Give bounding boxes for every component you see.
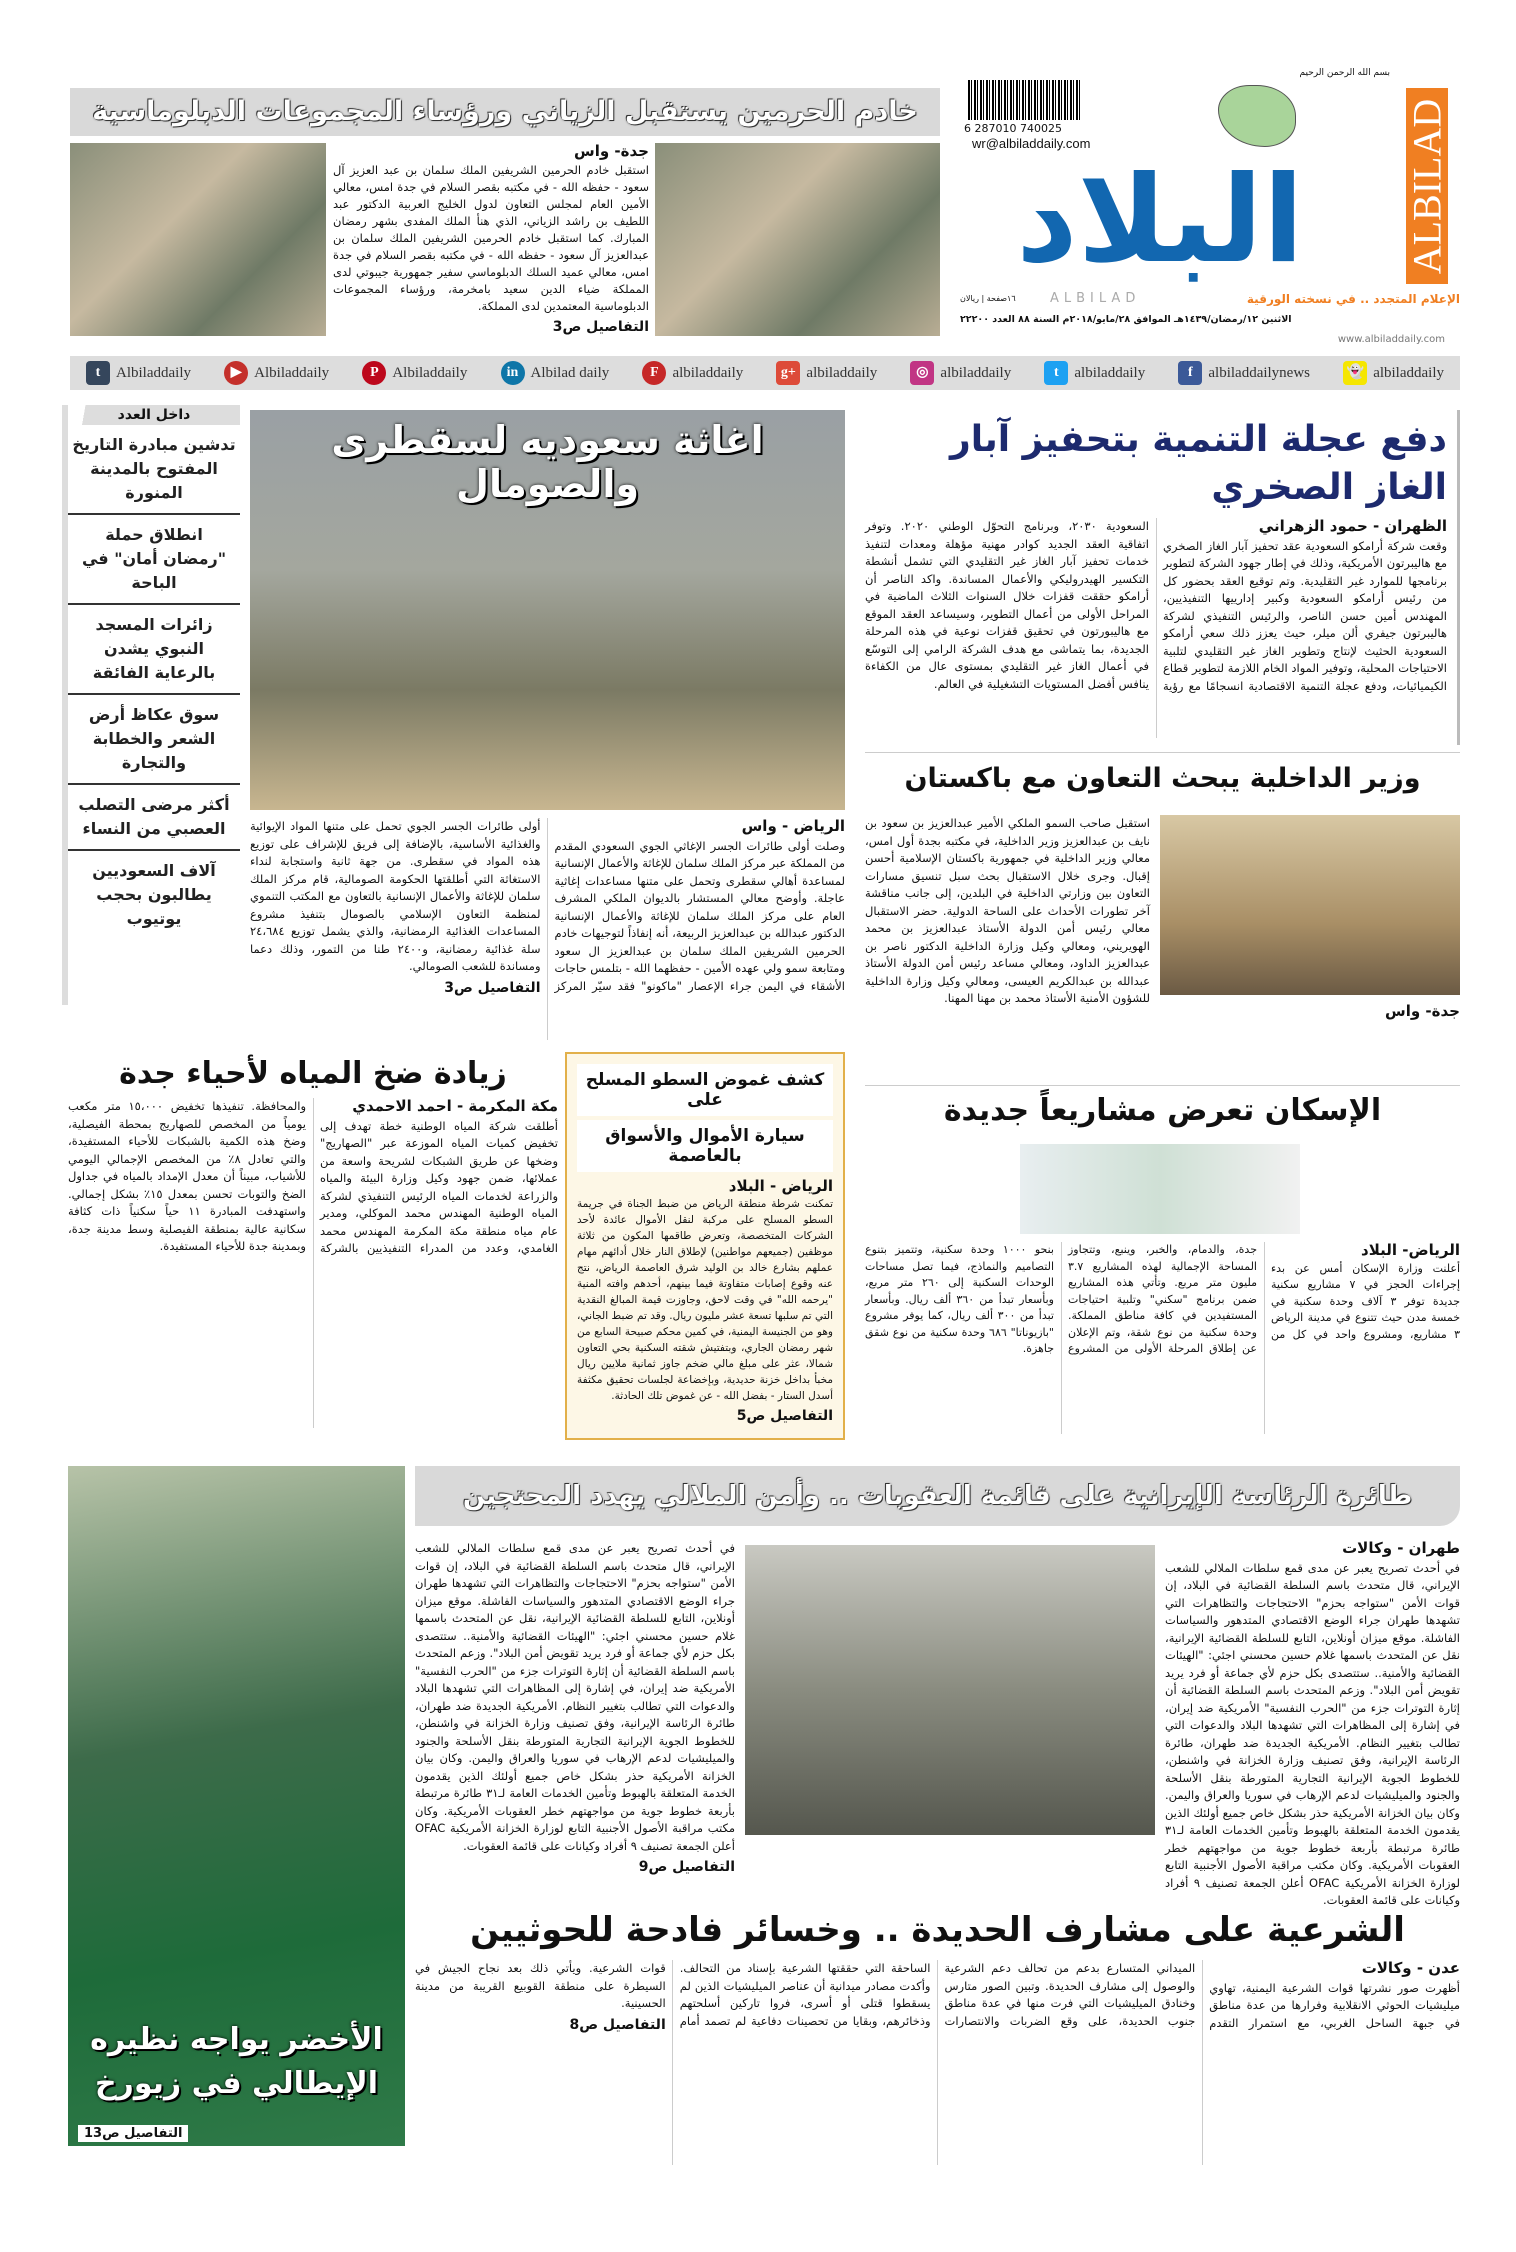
inside-item[interactable]: زائرات المسجد النبوي يشدن بالرعاية الفائقة [68,605,240,695]
inside-item[interactable]: تدشين مبادرة التاريخ المفتوح بالمدينة المنورة [68,425,240,515]
logo-english-vertical: ALBILAD [1406,88,1448,284]
yemen-headline: الشرعية على مشارف الحديدة .. وخسائر فادحة للحوثيين [470,1910,1405,1950]
pakistan-body: استقبل صاحب السمو الملكي الأمير عبدالعزيز بن سعود بن نايف بن عبدالعزيز وزير الداخلية، في مكتبه بجدة أول امس، معالي وزير الداخلية في جمهورية باكستان الإسلامية أحسن إقبال. وجرى خلال الاستقبال بحث سبل تنسيق مسارات التعاون بين وزارتي الداخلية في البلدين، إلى جانب مناقشة آخر تطورات الأحداث على الساحة الدولية. حضر الاستقبال معالي رئيس أمن الدولة الأستاذ عبدالعزيز بن محمد الهويريني، ومعالي وكيل وزارة الداخلية الدكتور ناصر بن عبدالعزيز الداود، ومعالي مساعد رئيس أمن الدولة الأستاذ عبدالله بن عبدالكريم العيسى، ومعالي وكيل وزارة الداخلية للشؤون الأمنية الأستاذ محمد بن مهنا المهنا. [865,816,1150,1005]
date-line: الاثنين ١٢/رمضان/١٤٣٩هـ الموافق ٢٨/مايو/٢٠١٨م السنة ٨٨ العدد ٢٢٢٠٠ [960,314,1292,325]
inside-issue-title: داخل العدد [68,405,240,425]
water-headline: زيادة ضخ المياه لأحياء جدة [119,1056,507,1091]
google-plus-icon: g+ [776,361,800,385]
tumblr-icon: t [86,361,110,385]
pakistan-story [865,752,1460,1082]
details-link[interactable]: التفاصيل ص9 [638,1859,735,1875]
social-bar [70,356,1460,390]
instagram-icon: ◎ [910,361,934,385]
sports-photo [68,1466,405,2146]
details-link[interactable]: التفاصيل ص5 [736,1408,833,1424]
relief-body: الرياض - واس وصلت أولى طائرات الجسر الإغاثي الجوي السعودي المقدم من المملكة عبر مركز الملك سلمان للإغاثة والأعمال الإنسانية لمساعدة أهالي سقطرى وتحمل على متنها مساعدات إغاثية عاجلة. وأوضح معالي المستشار بالديوان الملكي المشرف العام على مركز الملك سلمان للإغاثة والأعمال الإنسانية الدكتور عبدالله بن عبدالعزيز الربيعة، أنه إنفاذاً لتوجيهات خادم الحرمين الشريفين الملك سلمان بن عبدالعزيز ال سعود ومتابعة سمو ولي عهده الأمين - حفظهما الله - بتلمس حاجات الأشقاء في اليمن جراء الإعصار "ماكونو" فقد سيّر المركز أولى طائرات الجسر الجوي تحمل على متنها المواد الإيوائية والغذائية الأساسية، بالإضافة إلى فريق للإشراف على توزيع هذه المواد في سقطرى. من جهة ثانية واستجابة لنداء الاستغاثة التي أطلقتها الحكومة الصومالية، قام مركز الملك سلمان للإغاثة والأعمال الإنسانية بالتعاون مع المكتب التنموي لمنظمة التعاون الإسلامي بالصومال بتنفيذ مشروع المساعدات الغذائية الرمضانية، والذي يشمل توزيع ٢٤،٦٨٤ سلة غذائية رمضانية، و٢٤٠٠ طنا من التمور، وذلك دعما ومساندة للشعب الصومالي. التفاصيل ص3 [250,817,845,996]
king-reception-photo-1 [655,143,940,336]
facebook-icon: f [1178,361,1202,385]
flipboard-icon: F [642,361,666,385]
tagline: الإعلام المتجدد .. في نسخته الورقية [1246,292,1460,306]
iran-headline-bar: طائرة الرئاسة الإيرانية على قائمة العقوبات .. وأمن الملالي يهدد المحتجين [415,1466,1460,1526]
email[interactable]: wr@albiladdaily.com [972,136,1091,151]
water-body: مكة المكرمة - احمد الاحمدي أطلقت شركة المياه الوطنية خطة تهدف إلى تخفيض كميات المياه الموزعة عبر "الصهاريج" وضخها عن طريق الشبكات لشريحة واسعة من عملائها، ضمن جهود وكيل وزارة البيئة والمياه والزراعة لخدمات المياه الرئيس التنفيذي لشركة المياه الوطنية المهندس محمد الموكلي، ومدير عام مياه منطقة مكة المكرمة المهندس محمد الغامدي، وعدد من المدراء التنفيذيين بالشركة والمحافظة. تنفيذها تخفيض ١٥،٠٠٠ متر مكعب يومياً من المخصص للصهاريج بمحطة الفيصلية، وضخ هذه الكمية بالشبكات للأحياء المستفيدة، والتي تعادل ٨٪ من المخصص الإجمالي اليومي للأشياب، مبيناً أن معدل الإمداد بالمياه في جداول الضخ والتوبات تحسن بمعدل ١٥٪ بشكل إجمالي. واستهدفت المبادرة ١١ حياً سكنياً ذات كثافة سكانية عالية بمنطقة الفيصلية وسط مدينة جدة، وبمدينة جدة للأحياء المستفيدة. [68,1097,558,1255]
details-link[interactable]: التفاصيل ص8 [569,2016,666,2033]
social-twitter[interactable]: t albiladdaily [1044,361,1145,385]
king-reception-photo-2 [70,143,326,336]
robbery-headline-1: كشف غموض السطو المسلح على [577,1064,833,1116]
top-headline-bar: خادم الحرمين يستقبل الزياني ورؤساء المجموعات الدبلوماسية [70,88,940,136]
barcode [968,80,1080,120]
social-flipboard[interactable]: F albiladdaily [642,361,743,385]
pakistan-headline: وزير الداخلية يبحث التعاون مع باكستان [904,763,1421,794]
twitter-icon: t [1044,361,1068,385]
social-google-plus[interactable]: g+ albiladdaily [776,361,877,385]
social-linkedin[interactable]: in Albilad daily [501,361,610,385]
sports-headline: الأخضر يواجه نظيره الإيطالي في زيورخ [90,2022,383,2101]
pinterest-icon: P [362,361,386,385]
minister-meeting-photo [1160,815,1460,995]
robbery-headline-2: سيارة الأموال والأسواق بالعاصمة [577,1120,833,1172]
housing-body: الرياض- البلاد أعلنت وزارة الإسكان أمس عن بدء إجراءات الحجز في ٧ مشاريع سكنية جديدة توفر ٣ آلاف وحدة سكنية في خمسة مدن حيث تتنوع في مدينة الرياض ٣ مشاريع، ومشروع واحد في كل من جدة، والدمام، والخبر، وينبع، وتتجاوز المساحة الإجمالية لهذه المشاريع ٣.٧ مليون متر مربع. وتأتي هذه المشاريع ضمن برنامج "سكني" وتلبية احتياجات المستفيدين في كافة مناطق المملكة. وحدة سكنية من نوع شقة، وتم الإعلان عن إطلاق المرحلة الأولى من المشروع بنحو ١٠٠٠ وحدة سكنية، وتتميز بتنوع التصاميم والنماذج، فيما تصل مساحات الوحدات السكنية إلى ٢٦٠ متر مربع، وبأسعار تبدأ من ٣٦٠ ألف ريال. وبأسعار تبدأ من ٣٠٠ ألف ريال، كما يوفر مشروع "بازيوناتا" ٦٨٦ وحدة سكنية من نوع شقق جاهزة. [865,1241,1460,1355]
pakistan-dateline-block: جدة- واس [1385,1002,1460,1020]
linkedin-icon: in [501,361,525,385]
logo-arabic: البلاد [1016,151,1304,290]
website[interactable]: www.albiladdaily.com [1337,334,1445,345]
tehran-protester-photo [745,1545,1155,1835]
yemen-story [415,1900,1460,2170]
aramco-body: الظهران - حمود الزهراني وقعت شركة أرامكو السعودية عقد تحفيز آبار الغاز الصخري مع هاليبرتون الأمريكية، وذلك في إطار جهود الشركة لتطوير برنامجها للموارد غير التقليدية. وتم توقيع العقد بحضور كل من رئيس أرامكو السعودية وكبير إدارييها التنفيذيين، المهندس أمين حسن الناصر، والرئيس التنفيذي لشركة هاليبرتون جيفري ألن ميلر، حيث يعزز ذلك سعي أرامكو السعودية الحثيث لإنتاج وتطوير الغاز غير التقليدي لتلبية الاحتياجات المحلية، وتوفير المواد الخام اللازمة لتطوير قطاع الكيميائيات، ودفع عجلة التنمية الاقتصادية انسجامًا مع رؤية السعودية ٢٠٣٠، وبرنامج التحوّل الوطني ٢٠٢٠. وتوفر اتفاقية العقد الجديد كوادر مهنية مؤهلة ومعدات لتنفيذ خدمات تحفيز آبار الغاز غير التقليدي التي تشمل أنشطة التكسير الهيدروليكي والأعمال المساندة. واكد الناصر أن أرامكو حققت قفزات خلال السنوات الثلاث الماضية في المراحل الأولى من أعمال التطوير، وسيساعد العقد الموقع مع هاليبورتون في تحقيق قفزات نوعية في هذه المرحلة الجديدة، بما يتماشى مع هدف الشركة الرامي إلى التوسّع في أعمال الغاز غير التقليدي بمستوى عال من الكفاءة ينافس أفضل المستويات التشغيلية في العالم. [865,517,1447,693]
inside-issue-sidebar [62,405,240,1005]
youtube-icon: ▶ [224,361,248,385]
bismillah: بسم الله الرحمن الرحيم [1299,68,1390,78]
robbery-body: الرياض - البلاد تمكنت شرطة منطقة الرياض من ضبط الجناة في جريمة السطو المسلح على مركبة لنقل الأموال عائدة لأحد الشركات المتخصصة، وتعرض طاقمها المكون من ثلاثة موظفين (جميعهم مواطنين) لإطلاق النار خلال أدائهم مهام عملهم بشارع خالد بن الوليد شرق العاصمة الرياض، نتج عنه وقوع إصابات متفاوتة فيما بينهم، أحدهم وافته المنية "يرحمه الله" في وقت لاحق، وجاوزت قيمة المبالغ النقدية التي تم سلبها تسعة عشر مليون ريال. وقد تم ضبط الجاني، وهو من الجنيسة اليمنية، في كمين محكم صبيحة السابع من شهر رمضان الجاري، وبتفتيش شقته السكنية بحي التعاون شمالا، عثر على مبلغ مالي ضخم جاوز ثمانية ملايين ريال مخبأ بداخل خزنة حديدية، وبإخضاعة لجلسات تحقيق مكثفة أسدل الستار - بفضل الله - عن غموض تلك الحادثة. التفاصيل ص5 [577,1177,833,1424]
inside-item[interactable]: انطلاق حملة "رمضان أمان" في الباحة [68,515,240,605]
inside-item[interactable]: سوق عكاظ أرض الشعر والخطابة والتجارة [68,695,240,785]
aramco-story [865,410,1460,745]
social-tumblr[interactable]: t Albiladdaily [86,361,191,385]
relief-plane-photo [250,410,845,810]
housing-headline: الإسكان تعرض مشاريعاً جديدة [943,1093,1382,1128]
logo-english-sub: ALBILAD [1050,291,1141,306]
social-pinterest[interactable]: P Albiladdaily [362,361,467,385]
aramco-headline: دفع عجلة التنمية بتحفيز آبار الغاز الصخري [949,419,1447,508]
price: ١٦صفحة | ريالان [960,294,1016,303]
inside-item[interactable]: آلاف السعوديين يطالبون بحجب يوتيوب [92,861,216,928]
yemen-body: عدن - وكالات أظهرت صور نشرتها قوات الشرعية اليمنية، تهاوي ميليشيات الحوثي الانقلابية وفرارها من عدة مناطق في جبهة الساحل الغربي، مع استمرار التقدم الميداني المتسارع بدعم من تحالف دعم الشرعية والوصول إلى مشارف الحديدة. وتبين الصور متارس وخنادق الميليشيات التي فرت منها في عدة مناطق جنوب الحديدة، على وقع الضربات والانتصارات الساحقة التي حققتها الشرعية بإسناد من التحالف. وأكدت مصادر ميدانية أن عناصر الميليشيات الذين لم يسقطوا قتلى أو أسرى، فروا تاركين أسلحتهم وذخائرهم، وبقايا من تحصينات دفاعية لم تصمد أمام قوات الشرعية. ويأتي ذلك بعد نجاح الجيش في السيطرة على منطقة القوبيع القريبة من مدينة الحسينية. التفاصيل ص8 [415,1959,1460,2033]
iran-body-right: طهران - وكالات في أحدث تصريح يعبر عن مدى قمع سلطات الملالي للشعب الإيراني، قال متحدث باسم السلطة القضائية في البلاد، إن قوات الأمن "ستواجه بحزم" الاحتجاجات والتظاهرات التي تشهدها طهران جراء الوضع الاقتصادي المتدهور والسياسات الفاشلة. موقع ميزان أونلاين، التابع للسلطة القضائية الإيرانية، نقل عن المتحدث باسمها غلام حسين محسني اجئي: "الهيئات القضائية والأمنية.. ستتصدى بكل حزم لأي جماعة أو فرد يريد تقويض أمن البلاد". وزعم المتحدث باسم السلطة القضائية أن إثارة التوترات جزء من "الحرب النفسية" الأمريكية ضد إيران، في إشارة إلى المظاهرات التي تشهدها البلاد والدعوات التي تطالب بتغيير النظام. الأمريكية الجديدة ضد طهران، طائرة الرئاسة الإيرانية، وفق تصنيف وزارة الخزانة في واشنطن، للخطوط الجوية الإيرانية التجارية المتورطة بنقل الأسلحة والجنود والميليشيات لدعم الإرهاب في سوريا والعراق واليمن. وكان بيان الخزانة الأمريكية حذر بشكل خاص جميع أولئك الذين يقدمون الخدمة المتعلقة بالهبوط وتأمين الخدمات العامة لـ٣١ طائرة مرتبطة بأربعة خطوط جوية من مواجهتهم خطر العقوبات الأمريكية. وكان مكتب مراقبة الأصول الأجنبية التابع لوزارة الخزانة الأمريكية OFAC أعلن الجمعة تصنيف ٩ أفراد وكيانات على قائمة العقوبات. [1165,1539,1461,1907]
snapchat-icon: 👻 [1343,361,1367,385]
masthead [960,60,1460,350]
social-facebook[interactable]: f albiladdailynews [1178,361,1310,385]
social-instagram[interactable]: ◎ albiladdaily [910,361,1011,385]
social-snapchat[interactable]: 👻 albiladdaily [1343,361,1444,385]
housing-story [865,1085,1460,1435]
water-story [68,1050,558,1435]
details-link[interactable]: التفاصيل ص3 [552,319,649,335]
iran-body-left: في أحدث تصريح يعبر عن مدى قمع سلطات الملالي للشعب الإيراني، قال متحدث باسم السلطة القضائية في البلاد، إن قوات الأمن "ستواجه بحزم" الاحتجاجات والتظاهرات التي تشهدها طهران جراء الوضع الاقتصادي المتدهور والسياسات الفاشلة. موقع ميزان أونلاين، التابع للسلطة القضائية الإيرانية، نقل عن المتحدث باسمها غلام حسين محسني اجئي: "الهيئات القضائية والأمنية.. ستتصدى بكل حزم لأي جماعة أو فرد يريد تقويض أمن البلاد". وزعم المتحدث باسم السلطة القضائية أن إثارة التوترات جزء من "الحرب النفسية" الأمريكية ضد إيران، في إشارة إلى المظاهرات التي تشهدها البلاد والدعوات التي تطالب بتغيير النظام. الأمريكية الجديدة ضد طهران، طائرة الرئاسة الإيرانية، وفق تصنيف وزارة الخزانة في واشنطن، للخطوط الجوية الإيرانية التجارية المتورطة بنقل الأسلحة والجنود والميليشيات لدعم الإرهاب في سوريا والعراق واليمن. وكان بيان الخزانة الأمريكية حذر بشكل خاص جميع أولئك الذين يقدمون الخدمة المتعلقة بالهبوط وتأمين الخدمات العامة لـ٣١ طائرة مرتبطة بأربعة خطوط جوية من مواجهتهم خطر العقوبات الأمريكية. وكان مكتب مراقبة الأصول الأجنبية التابع لوزارة الخزانة الأمريكية OFAC أعلن الجمعة تصنيف ٩ أفراد وكيانات على قائمة العقوبات. التفاصيل ص9 [415,1541,735,1875]
housing-brochure-image [1020,1144,1300,1234]
barcode-number: 6 287010 740025 [964,122,1062,135]
social-youtube[interactable]: ▶ Albiladdaily [224,361,329,385]
relief-headline: اغاثة سعوديه لسقطرى والصومال [331,418,764,506]
details-link[interactable]: التفاصيل ص3 [444,979,541,996]
inside-item[interactable]: أكثر مرضى التصلب العصبي من النساء [68,785,240,851]
saudi-map-icon [1218,85,1296,147]
robbery-story-box [565,1052,845,1440]
top-story-body: جدة- واس استقبل خادم الحرمين الشريفين الملك سلمان بن عبد العزيز آل سعود - حفظه الله - في مكتبه بقصر السلام في جدة امس، معالي الأمين العام لمجلس التعاون لدول الخليج العربية الدكتور عبد اللطيف بن راشد الزياني، الذي هنأ الملك المفدى بشهر رمضان المبارك. كما استقبل خادم الحرمين الشريفين الملك سلمان بن عبدالعزيز آل سعود - حفظه الله - في مكتبه بقصر السلام في جدة امس، معالي عميد السلك الدبلوماسي سفير جمهورية جيبوتي لدى المملكة ضياء الدين سعيد بامخرمة، ورؤساء المجموعات الدبلوماسية المعتمدين لدى المملكة. التفاصيل ص3 [333,142,649,335]
details-link[interactable]: التفاصيل ص13 [78,2125,188,2142]
